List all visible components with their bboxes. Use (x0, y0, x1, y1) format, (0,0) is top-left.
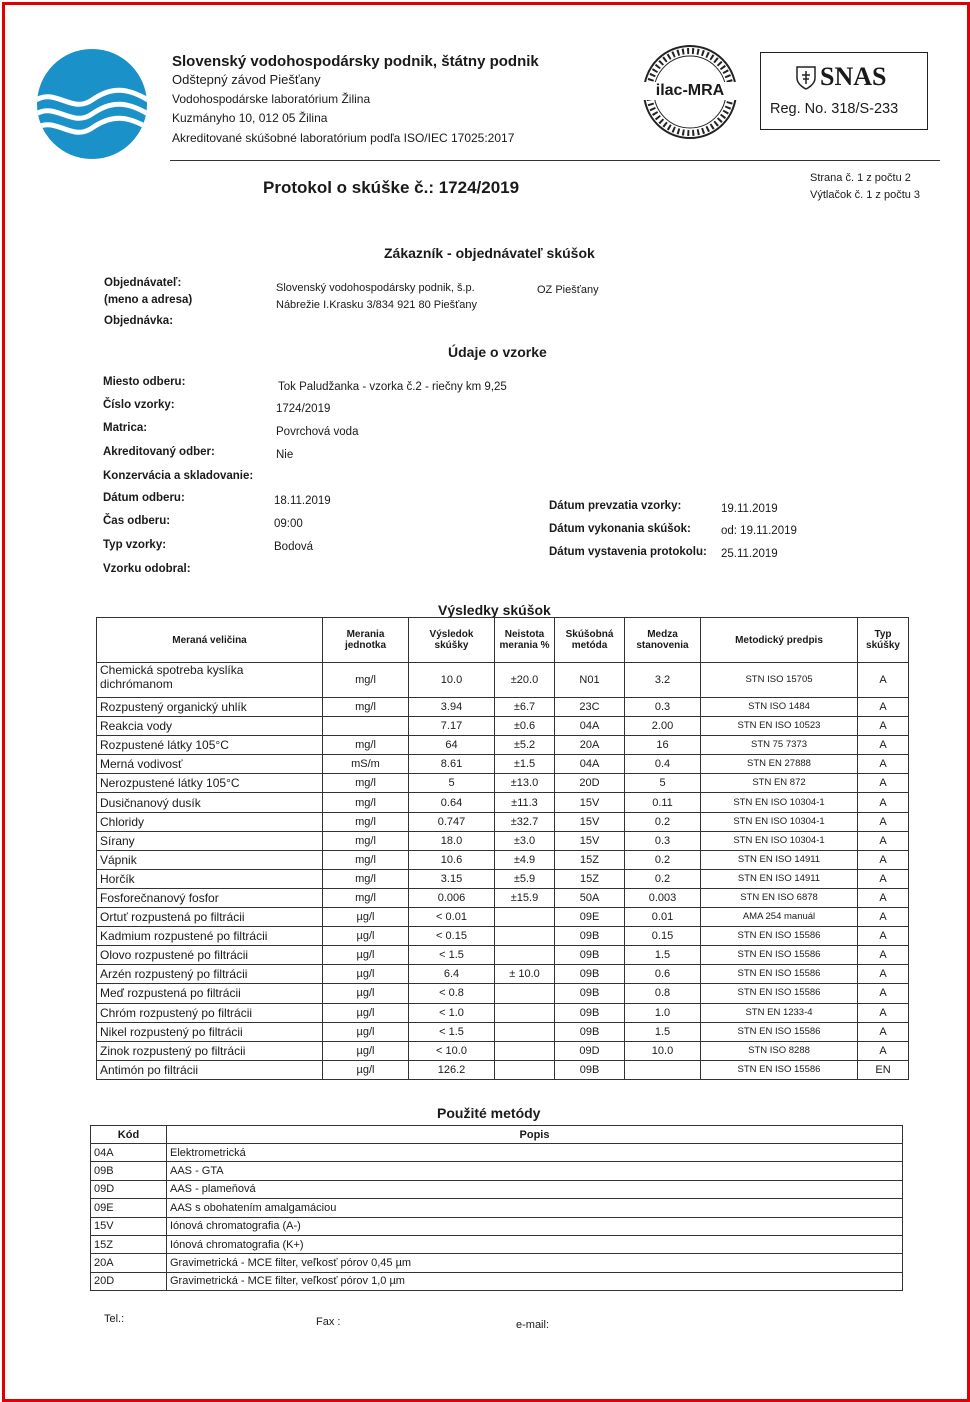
customer-name: Slovenský vodohospodársky podnik, š.p. (276, 282, 475, 294)
table-cell: AMA 254 manuál (701, 908, 858, 927)
table-cell: 3.94 (409, 698, 495, 717)
table-cell: 15V (555, 812, 625, 831)
table-cell: 5 (409, 774, 495, 793)
method-description: Elektrometrická (167, 1144, 903, 1162)
sample-value: Bodová (274, 541, 314, 553)
table-cell: 15Z (555, 850, 625, 869)
sample-right-value: 25.11.2019 (721, 548, 778, 560)
table-row (97, 698, 909, 717)
table-cell: 09B (555, 1022, 625, 1041)
table-cell: ±1.5 (495, 755, 555, 774)
table-cell: STN ISO 8288 (701, 1041, 858, 1060)
table-cell: 0.2 (625, 869, 701, 888)
table-cell: Vápnik (97, 850, 323, 869)
table-cell: 10.6 (409, 850, 495, 869)
table-cell: A (858, 698, 909, 717)
method-code: 20D (91, 1272, 167, 1290)
table-cell: ±20.0 (495, 663, 555, 698)
table-cell: 0.2 (625, 812, 701, 831)
table-cell: Arzén rozpustený po filtrácii (97, 965, 323, 984)
table-cell: ±11.3 (495, 793, 555, 812)
table-cell: STN EN ISO 14911 (701, 869, 858, 888)
table-cell: STN EN ISO 15586 (701, 984, 858, 1003)
org-name: Slovenský vodohospodársky podnik, štátny podnik (172, 53, 539, 70)
col-header: Merania jednotka (323, 618, 409, 663)
col-header: Metodický predpis (701, 618, 858, 663)
table-cell: STN EN ISO 15586 (701, 1060, 858, 1079)
table-cell: mg/l (323, 831, 409, 850)
table-cell: STN EN ISO 14911 (701, 850, 858, 869)
table-cell: mg/l (323, 869, 409, 888)
sample-label: Miesto odberu: (103, 376, 186, 388)
method-description: Iónová chromatografia (A-) (167, 1217, 903, 1235)
col-header-desc: Popis (167, 1126, 903, 1144)
method-description: AAS - GTA (167, 1162, 903, 1180)
table-cell: 1.0 (625, 1003, 701, 1022)
method-description: AAS - plameňová (167, 1180, 903, 1198)
table-cell: µg/l (323, 984, 409, 1003)
sample-right-label: Dátum prevzatia vzorky: (549, 500, 682, 512)
table-row (97, 927, 909, 946)
table-cell: A (858, 812, 909, 831)
protocol-title: Protokol o skúške č.: 1724/2019 (263, 178, 520, 197)
table-cell: 20D (555, 774, 625, 793)
sample-value: Povrchová voda (276, 426, 359, 438)
table-cell: 04A (555, 755, 625, 774)
table-cell: 8.61 (409, 755, 495, 774)
table-cell: µg/l (323, 965, 409, 984)
table-cell: STN 75 7373 (701, 736, 858, 755)
sample-value: 09:00 (274, 518, 303, 530)
table-row (97, 1041, 909, 1060)
method-description: Gravimetrická - MCE filter, veľkosť pórov 0,45 µm (167, 1254, 903, 1272)
table-cell: ±3.0 (495, 831, 555, 850)
table-cell: STN ISO 1484 (701, 698, 858, 717)
snas-crest-icon (796, 66, 816, 90)
table-cell: STN EN 1233-4 (701, 1003, 858, 1022)
table-cell: 7.17 (409, 717, 495, 736)
table-cell (495, 908, 555, 927)
table-cell: mS/m (323, 755, 409, 774)
method-code: 09E (91, 1199, 167, 1217)
method-code: 15Z (91, 1235, 167, 1253)
table-cell: mg/l (323, 698, 409, 717)
sample-value: Nie (276, 449, 294, 461)
table-cell: Chloridy (97, 812, 323, 831)
customer-address: Nábrežie I.Krasku 3/834 921 80 Piešťany (276, 299, 478, 311)
sample-label: Konzervácia a skladovanie: (103, 470, 254, 482)
table-cell (495, 1003, 555, 1022)
table-cell: 6.4 (409, 965, 495, 984)
table-cell: 09B (555, 927, 625, 946)
table-cell: Olovo rozpustené po filtrácii (97, 946, 323, 965)
table-cell: ±13.0 (495, 774, 555, 793)
table-row (91, 1162, 903, 1180)
table-cell: A (858, 850, 909, 869)
ilac-label: ilac-MRA (640, 82, 740, 100)
table-cell: < 1.0 (409, 1003, 495, 1022)
table-cell: ±5.2 (495, 736, 555, 755)
results-body (97, 663, 909, 1080)
table-row (97, 736, 909, 755)
method-code: 09D (91, 1180, 167, 1198)
table-cell: STN ISO 15705 (701, 663, 858, 698)
table-cell: 1.5 (625, 1022, 701, 1041)
table-cell: 0.8 (625, 984, 701, 1003)
table-cell: STN EN ISO 10304-1 (701, 831, 858, 850)
table-cell: ±0.6 (495, 717, 555, 736)
table-cell: A (858, 888, 909, 907)
sample-value: 18.11.2019 (274, 495, 331, 507)
table-cell: A (858, 831, 909, 850)
table-row (97, 908, 909, 927)
table-cell: mg/l (323, 850, 409, 869)
table-row (97, 755, 909, 774)
table-row (91, 1272, 903, 1290)
table-row (97, 1060, 909, 1079)
table-cell: < 1.5 (409, 946, 495, 965)
table-cell: Merná vodivosť (97, 755, 323, 774)
table-cell: Antimón po filtrácii (97, 1060, 323, 1079)
table-cell: 0.15 (625, 927, 701, 946)
sample-value: Tok Paludžanka - vzorka č.2 - riečny km 9,25 (278, 381, 507, 393)
table-row (97, 946, 909, 965)
methods-table (90, 1125, 903, 1291)
sample-label: Vzorku odobral: (103, 563, 191, 575)
table-row (91, 1180, 903, 1198)
table-cell: 0.6 (625, 965, 701, 984)
sample-label: Akreditovaný odber: (103, 446, 215, 458)
table-cell: STN EN ISO 15586 (701, 946, 858, 965)
table-cell: N01 (555, 663, 625, 698)
results-table (96, 617, 909, 1080)
table-cell: A (858, 1022, 909, 1041)
table-row (97, 1022, 909, 1041)
table-cell: Rozpustený organický uhlík (97, 698, 323, 717)
method-description: AAS s obohatením amalgamáciou (167, 1199, 903, 1217)
table-row (97, 888, 909, 907)
table-cell: mg/l (323, 888, 409, 907)
table-cell: Kadmium rozpustené po filtrácii (97, 927, 323, 946)
col-header: Medza stanovenia (625, 618, 701, 663)
table-cell: mg/l (323, 812, 409, 831)
table-cell: 18.0 (409, 831, 495, 850)
table-cell: ±5.9 (495, 869, 555, 888)
table-cell: mg/l (323, 736, 409, 755)
table-cell: 20A (555, 736, 625, 755)
table-cell: ±15.9 (495, 888, 555, 907)
results-header-row (97, 618, 909, 663)
table-cell: A (858, 869, 909, 888)
table-cell (495, 946, 555, 965)
table-cell: A (858, 927, 909, 946)
table-row (97, 663, 909, 698)
table-cell: 15V (555, 831, 625, 850)
water-logo-icon (36, 48, 148, 160)
table-cell: STN EN ISO 10304-1 (701, 793, 858, 812)
col-header: Výsledok skúšky (409, 618, 495, 663)
table-cell: 0.11 (625, 793, 701, 812)
table-cell: 23C (555, 698, 625, 717)
table-row (91, 1217, 903, 1235)
customer-heading: Zákazník - objednávateľ skúšok (384, 245, 595, 261)
table-cell: 2.00 (625, 717, 701, 736)
table-cell: 0.01 (625, 908, 701, 927)
table-cell: Chróm rozpustený po filtrácii (97, 1003, 323, 1022)
table-cell: Fosforečnanový fosfor (97, 888, 323, 907)
table-cell: A (858, 717, 909, 736)
table-cell: A (858, 663, 909, 698)
table-cell: < 1.5 (409, 1022, 495, 1041)
table-row (97, 1003, 909, 1022)
sample-value: 1724/2019 (276, 403, 331, 415)
table-cell: 0.2 (625, 850, 701, 869)
table-cell: 0.3 (625, 831, 701, 850)
table-cell: ±32.7 (495, 812, 555, 831)
table-cell: 0.747 (409, 812, 495, 831)
footer-email: e-mail: (516, 1319, 550, 1331)
table-row (97, 717, 909, 736)
table-cell: 1.5 (625, 946, 701, 965)
table-cell: STN EN ISO 10523 (701, 717, 858, 736)
table-cell: A (858, 965, 909, 984)
table-row (97, 984, 909, 1003)
col-header: Typ skúšky (858, 618, 909, 663)
table-cell: Reakcia vody (97, 717, 323, 736)
label-customer: Objednávateľ: (104, 277, 182, 289)
table-cell: Meď rozpustená po filtrácii (97, 984, 323, 1003)
page-info: Strana č. 1 z počtu 2 (810, 172, 911, 184)
label-order: Objednávka: (104, 315, 174, 327)
table-cell: 0.3 (625, 698, 701, 717)
table-cell: A (858, 774, 909, 793)
table-cell: 09B (555, 946, 625, 965)
lab-address: Kuzmányho 10, 012 05 Žilina (172, 111, 328, 125)
table-cell: Dusičnanový dusík (97, 793, 323, 812)
table-cell: 15Z (555, 869, 625, 888)
table-cell: 09B (555, 1060, 625, 1079)
snas-label: SNAS (820, 62, 887, 91)
table-cell: 0.64 (409, 793, 495, 812)
table-cell: mg/l (323, 793, 409, 812)
table-cell: 15V (555, 793, 625, 812)
table-row (91, 1254, 903, 1272)
table-cell: < 0.01 (409, 908, 495, 927)
table-cell: µg/l (323, 1060, 409, 1079)
table-cell: 126.2 (409, 1060, 495, 1079)
table-cell: µg/l (323, 1041, 409, 1060)
col-header-code: Kód (91, 1126, 167, 1144)
sample-label: Matrica: (103, 422, 148, 434)
sample-label: Dátum odberu: (103, 492, 185, 504)
table-cell: 04A (555, 717, 625, 736)
table-cell (495, 1060, 555, 1079)
method-code: 15V (91, 1217, 167, 1235)
table-cell: STN EN ISO 15586 (701, 965, 858, 984)
method-code: 04A (91, 1144, 167, 1162)
col-header: Meraná veličina (97, 618, 323, 663)
table-cell: A (858, 1003, 909, 1022)
table-row (97, 850, 909, 869)
table-cell: Zinok rozpustený po filtrácii (97, 1041, 323, 1060)
snas-reg: Reg. No. 318/S-233 (770, 101, 899, 117)
table-cell: STN EN ISO 6878 (701, 888, 858, 907)
table-cell: 09E (555, 908, 625, 927)
table-cell: mg/l (323, 774, 409, 793)
table-cell: 0.006 (409, 888, 495, 907)
table-cell: EN (858, 1060, 909, 1079)
table-row (97, 812, 909, 831)
table-cell: ±6.7 (495, 698, 555, 717)
table-row (91, 1235, 903, 1253)
table-cell: 3.2 (625, 663, 701, 698)
header-divider (170, 160, 940, 161)
table-cell (495, 1022, 555, 1041)
table-row (97, 774, 909, 793)
table-cell: Chemická spotreba kyslíka dichrómanom (97, 663, 323, 698)
table-cell: STN EN 872 (701, 774, 858, 793)
table-cell: Horčík (97, 869, 323, 888)
table-cell: A (858, 984, 909, 1003)
table-cell (323, 717, 409, 736)
table-cell: Nikel rozpustený po filtrácii (97, 1022, 323, 1041)
results-heading: Výsledky skúšok (438, 602, 551, 618)
table-cell: 09B (555, 984, 625, 1003)
table-cell (625, 1060, 701, 1079)
table-cell: mg/l (323, 663, 409, 698)
table-cell: A (858, 755, 909, 774)
table-cell: < 10.0 (409, 1041, 495, 1060)
table-cell: < 0.8 (409, 984, 495, 1003)
table-cell: 0.003 (625, 888, 701, 907)
table-cell: Sírany (97, 831, 323, 850)
table-cell: 3.15 (409, 869, 495, 888)
table-row (91, 1144, 903, 1162)
customer-branch: OZ Piešťany (537, 284, 599, 296)
table-cell: ± 10.0 (495, 965, 555, 984)
accreditation-note: Akreditované skúšobné laboratórium podľa ISO/IEC 17025:2017 (172, 131, 515, 145)
sample-label: Číslo vzorky: (103, 399, 175, 411)
table-cell: 5 (625, 774, 701, 793)
table-cell: Ortuť rozpustená po filtrácii (97, 908, 323, 927)
table-cell: 10.0 (409, 663, 495, 698)
method-description: Gravimetrická - MCE filter, veľkosť pórov 1,0 µm (167, 1272, 903, 1290)
table-cell (495, 984, 555, 1003)
table-cell: 50A (555, 888, 625, 907)
sample-right-label: Dátum vystavenia protokolu: (549, 546, 707, 558)
table-cell: µg/l (323, 1022, 409, 1041)
table-cell: 16 (625, 736, 701, 755)
table-cell: 09B (555, 965, 625, 984)
table-row (97, 793, 909, 812)
branch-name: Odštepný závod Piešťany (172, 72, 321, 87)
table-cell: A (858, 1041, 909, 1060)
table-row (97, 831, 909, 850)
label-name-address: (meno a adresa) (104, 294, 193, 306)
sample-heading: Údaje o vzorke (448, 344, 547, 360)
table-cell: A (858, 908, 909, 927)
table-cell: A (858, 946, 909, 965)
table-row (97, 869, 909, 888)
table-row (97, 965, 909, 984)
table-cell (495, 927, 555, 946)
sample-right-value: 19.11.2019 (721, 503, 778, 515)
table-cell: A (858, 793, 909, 812)
table-cell: Rozpustené látky 105°C (97, 736, 323, 755)
methods-header-row (91, 1126, 903, 1144)
table-cell: STN EN 27888 (701, 755, 858, 774)
lab-name: Vodohospodárske laboratórium Žilina (172, 92, 371, 106)
footer-tel: Tel.: (104, 1313, 125, 1325)
table-cell: STN EN ISO 10304-1 (701, 812, 858, 831)
table-cell (495, 1041, 555, 1060)
table-cell: µg/l (323, 927, 409, 946)
method-code: 20A (91, 1254, 167, 1272)
table-cell: µg/l (323, 946, 409, 965)
methods-body (91, 1144, 903, 1291)
col-header: Neistota merania % (495, 618, 555, 663)
table-cell: STN EN ISO 15586 (701, 1022, 858, 1041)
copy-info: Výtlačok č. 1 z počtu 3 (810, 189, 921, 201)
table-cell: STN EN ISO 15586 (701, 927, 858, 946)
method-description: Iónová chromatografia (K+) (167, 1235, 903, 1253)
sample-right-value: od: 19.11.2019 (721, 525, 797, 537)
table-cell: 10.0 (625, 1041, 701, 1060)
footer-fax: Fax : (316, 1316, 341, 1328)
method-code: 09B (91, 1162, 167, 1180)
sample-label: Typ vzorky: (103, 539, 167, 551)
table-cell: 09B (555, 1003, 625, 1022)
sample-label: Čas odberu: (103, 515, 171, 527)
table-cell: A (858, 736, 909, 755)
table-cell: µg/l (323, 1003, 409, 1022)
table-cell: 0.4 (625, 755, 701, 774)
table-cell: 64 (409, 736, 495, 755)
table-cell: µg/l (323, 908, 409, 927)
col-header: Skúšobná metóda (555, 618, 625, 663)
table-cell: 09D (555, 1041, 625, 1060)
table-cell: < 0.15 (409, 927, 495, 946)
table-cell: Nerozpustené látky 105°C (97, 774, 323, 793)
table-row (91, 1199, 903, 1217)
methods-heading: Použité metódy (437, 1105, 541, 1121)
table-cell: ±4.9 (495, 850, 555, 869)
sample-right-label: Dátum vykonania skúšok: (549, 523, 691, 535)
